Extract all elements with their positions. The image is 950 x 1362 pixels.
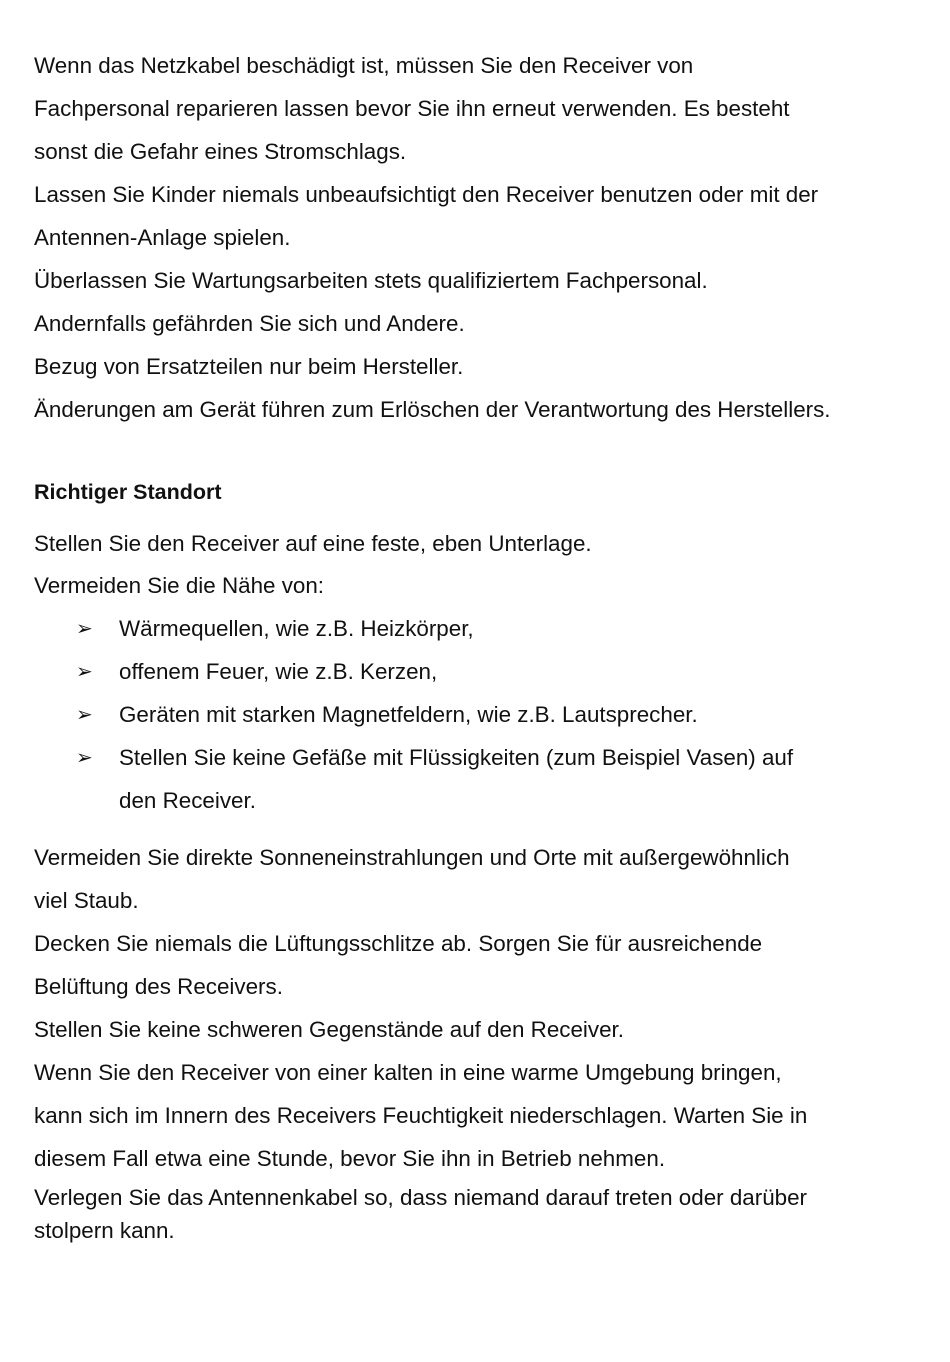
section-line-2: Vermeiden Sie die Nähe von: bbox=[34, 573, 325, 598]
intro-line-2: Fachpersonal reparieren lassen bevor Sie ihn erneut verwenden. Es besteht bbox=[34, 96, 790, 121]
intro-line-6: Überlassen Sie Wartungsarbeiten stets qualifiziertem Fachpersonal. bbox=[34, 268, 708, 293]
bullet-item-2: offenem Feuer, wie z.B. Kerzen, bbox=[119, 659, 438, 684]
section-after-line-6: Wenn Sie den Receiver von einer kalten in eine warme Umgebung bringen, bbox=[34, 1060, 782, 1085]
intro-line-9: Änderungen am Gerät führen zum Erlöschen der Verantwortung des Herstellers. bbox=[34, 397, 831, 422]
section-line-1: Stellen Sie den Receiver auf eine feste, eben Unterlage. bbox=[34, 531, 592, 556]
section-after-line-8: diesem Fall etwa eine Stunde, bevor Sie ihn in Betrieb nehmen. bbox=[34, 1146, 666, 1171]
section-heading: Richtiger Standort bbox=[34, 480, 222, 504]
intro-line-4: Lassen Sie Kinder niemals unbeaufsichtigt den Receiver benutzen oder mit der bbox=[34, 182, 819, 207]
bullet-item-4: Stellen Sie keine Gefäße mit Flüssigkeiten (zum Beispiel Vasen) auf bbox=[119, 745, 794, 770]
section-after-line-10: stolpern kann. bbox=[34, 1218, 175, 1243]
section-after-line-7: kann sich im Innern des Receivers Feuchtigkeit niederschlagen. Warten Sie in bbox=[34, 1103, 808, 1128]
arrowhead-bullet-icon: ➢ bbox=[76, 704, 93, 726]
bullet-item-3: Geräten mit starken Magnetfeldern, wie z.B. Lautsprecher. bbox=[119, 702, 698, 727]
arrowhead-bullet-icon: ➢ bbox=[76, 618, 93, 640]
intro-line-1: Wenn das Netzkabel beschädigt ist, müssen Sie den Receiver von bbox=[34, 53, 694, 78]
bullet-item-1: Wärmequellen, wie z.B. Heizkörper, bbox=[119, 616, 474, 641]
section-after-line-2: viel Staub. bbox=[34, 888, 139, 913]
intro-line-5: Antennen-Anlage spielen. bbox=[34, 225, 291, 250]
section-after-line-4: Belüftung des Receivers. bbox=[34, 974, 283, 999]
section-after-line-9: Verlegen Sie das Antennenkabel so, dass niemand darauf treten oder darüber bbox=[34, 1185, 808, 1210]
arrowhead-bullet-icon: ➢ bbox=[76, 747, 93, 769]
intro-line-8: Bezug von Ersatzteilen nur beim Hersteller. bbox=[34, 354, 464, 379]
intro-line-7: Andernfalls gefährden Sie sich und Andere. bbox=[34, 311, 465, 336]
section-after-line-3: Decken Sie niemals die Lüftungsschlitze ab. Sorgen Sie für ausreichende bbox=[34, 931, 763, 956]
section-after-line-5: Stellen Sie keine schweren Gegenstände auf den Receiver. bbox=[34, 1017, 624, 1042]
intro-line-3: sonst die Gefahr eines Stromschlags. bbox=[34, 139, 407, 164]
arrowhead-bullet-icon: ➢ bbox=[76, 661, 93, 683]
section-after-line-1: Vermeiden Sie direkte Sonneneinstrahlungen und Orte mit außergewöhnlich bbox=[34, 845, 790, 870]
bullet-item-4-continued: den Receiver. bbox=[119, 788, 256, 813]
